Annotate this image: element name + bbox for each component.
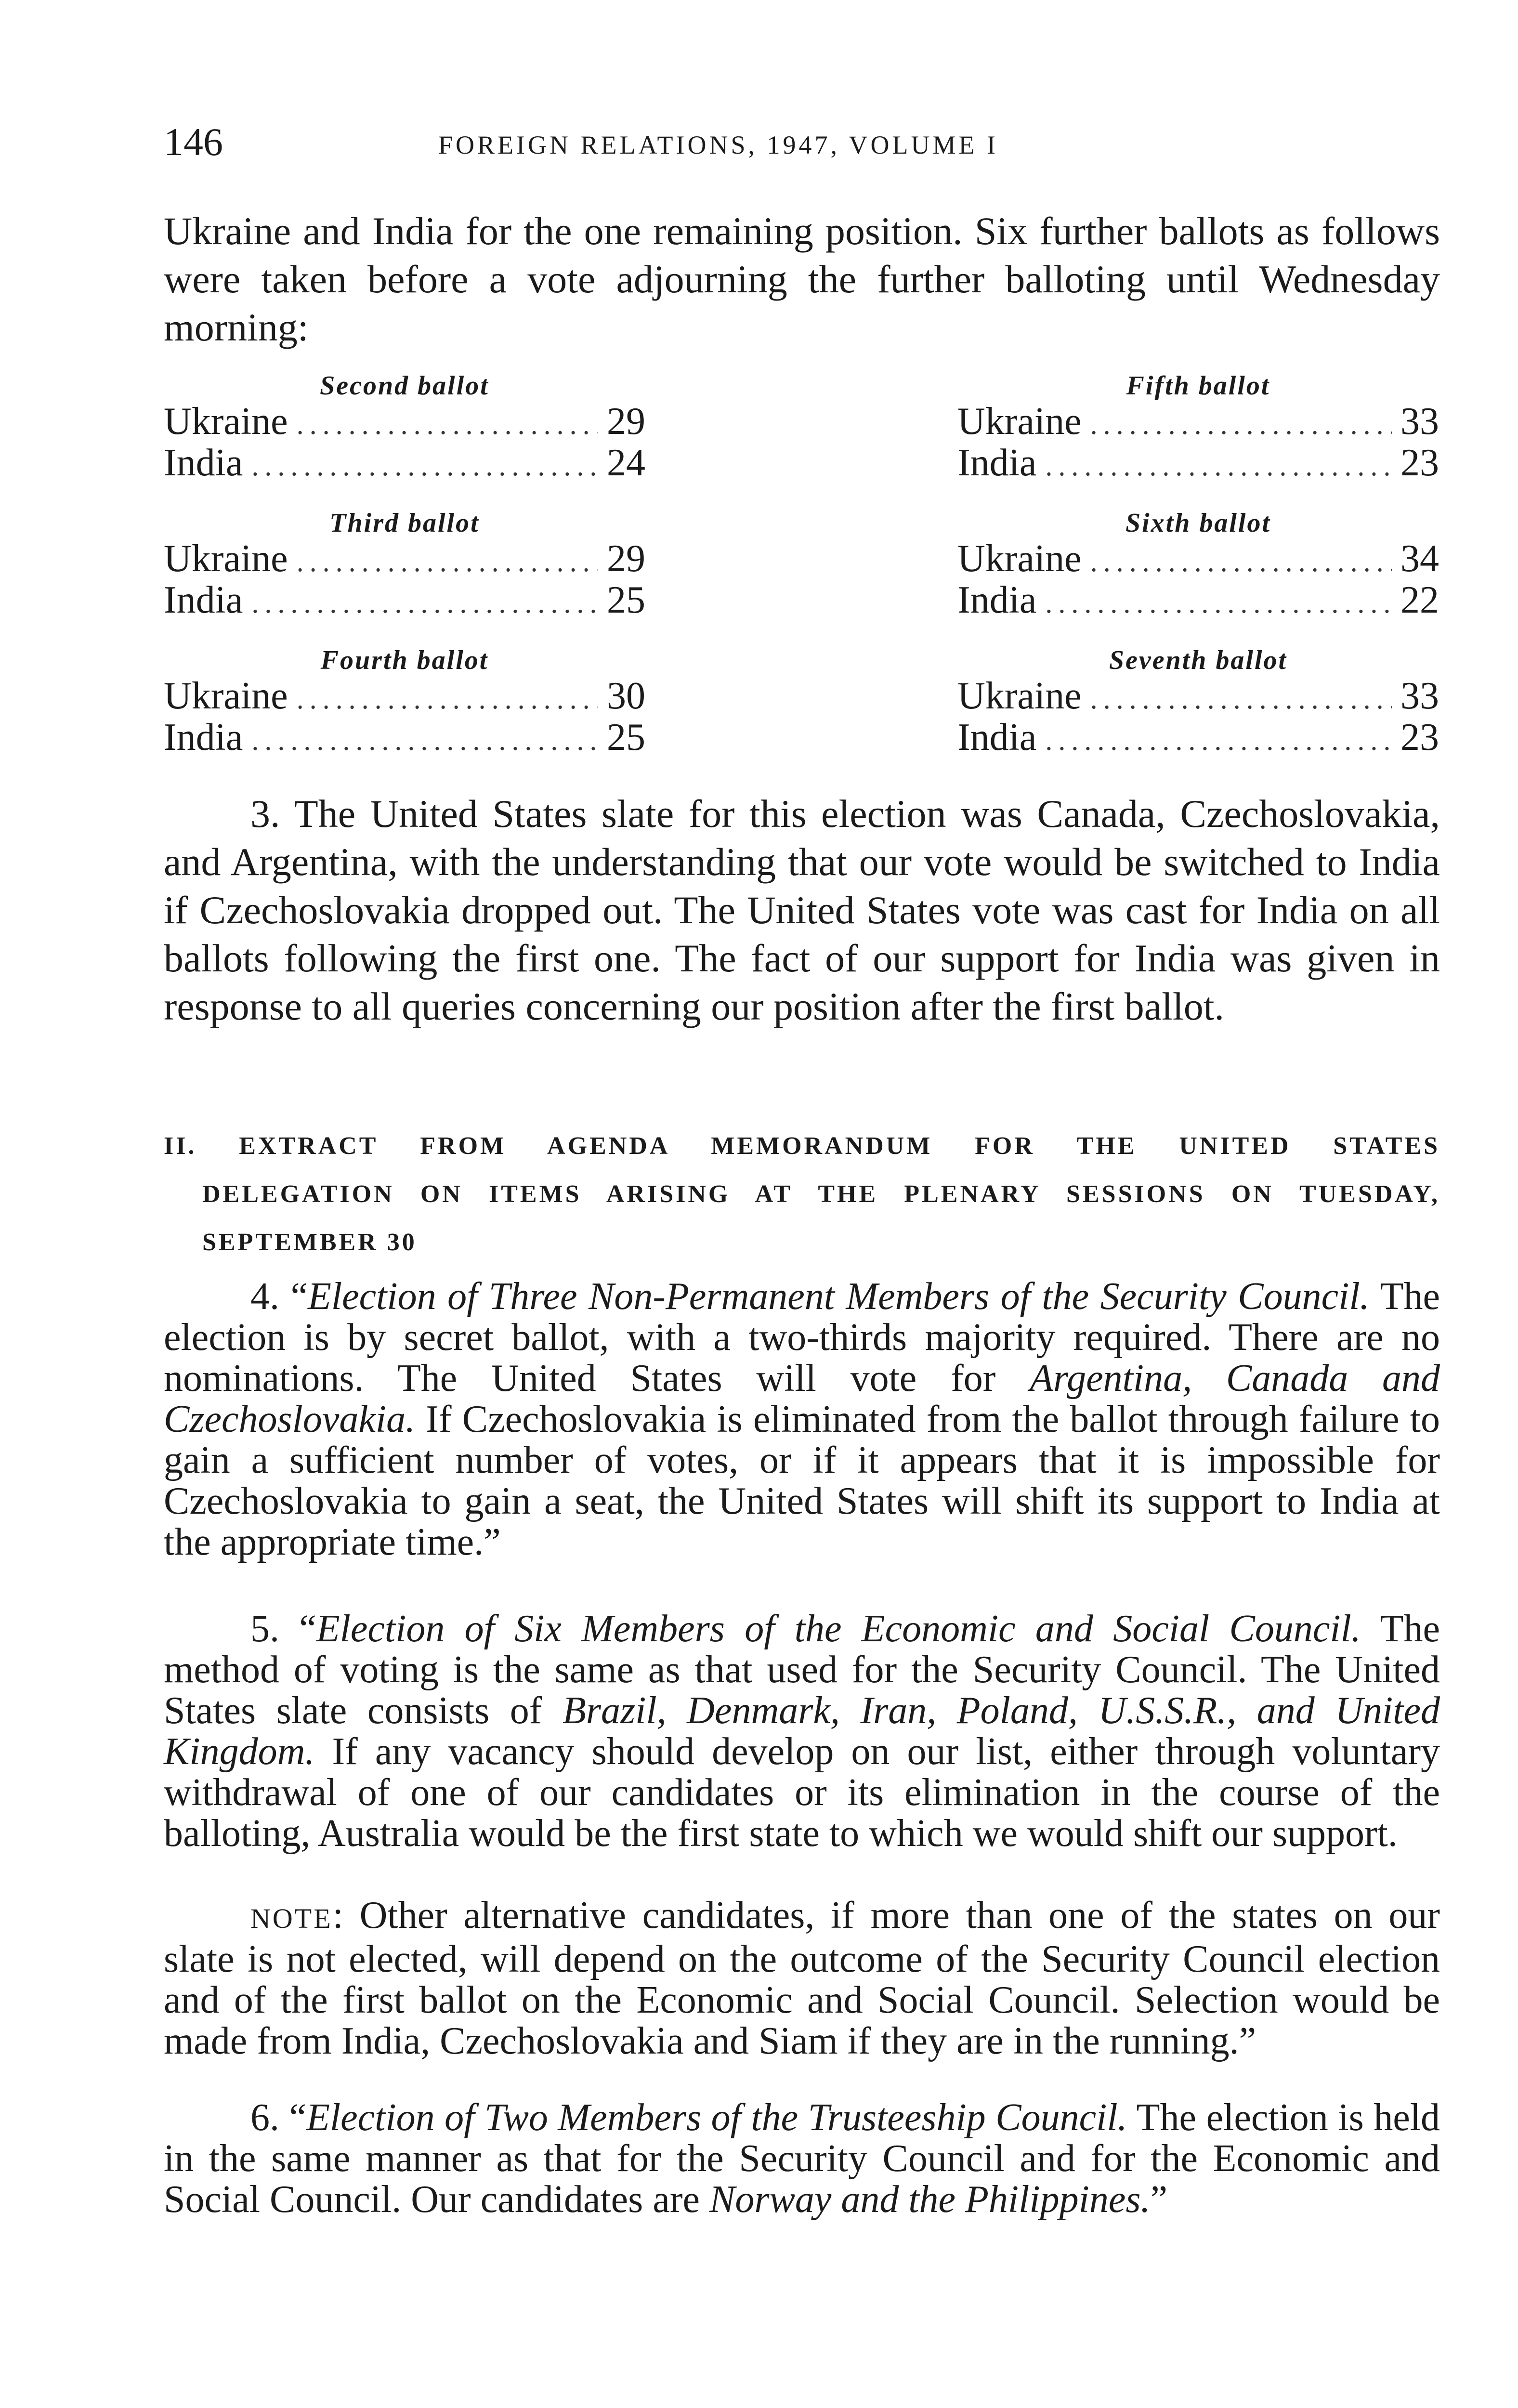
item-body: The method of voting is the same as that used for the Security Council. The United States slate consists of [164,1608,1440,1732]
item-slate: Norway and the Philippines. [709,2178,1151,2221]
ballot-title: Fifth ballot [1126,371,1270,401]
dot-leader [1045,445,1392,486]
ballot-row [164,675,645,717]
item-number: 4. “ [250,1275,308,1318]
country-name: Ukraine [164,675,288,717]
vote-count: 24 [607,442,645,484]
vote-count: 29 [607,400,645,443]
vote-count: 25 [607,716,645,759]
country-name: Ukraine [957,537,1082,580]
dot-leader [251,582,598,624]
item-6-paragraph [164,2097,1440,2220]
section-heading-line: SEPTEMBER 30 [202,1229,417,1256]
ballot-fourth [164,645,645,783]
ballot-row [164,579,645,621]
ballot-row [164,538,645,579]
vote-count: 34 [1400,537,1439,580]
paragraph-3: 3. The United States slate for this election was Canada, Czechoslovakia, and Argentina, with the understanding that our vote would be switched to India if Czechoslovakia dropped out. The United States vote was cast for India on all ballots following the first one. The fact of our support for India was given in response to all queries concerning our position after the first ballot. [164,792,1440,1028]
dot-leader [251,720,598,761]
vote-count: 33 [1400,675,1439,717]
country-name: India [957,579,1037,621]
dot-leader [297,678,598,720]
item-title: Election of Two Members of the Trusteeship Council. [306,2096,1127,2139]
item-body: If Czechoslovakia is eliminated from the ballot through failure to gain a sufficient number of votes, or if it appears that it is impossible for Czechoslovakia to gain a seat, the United States will shift its support to India at the appropriate time.” [164,1398,1440,1563]
ballot-row [164,717,645,758]
section-heading [164,1122,1440,1267]
vote-count: 23 [1400,716,1439,759]
ballot-third [164,508,645,645]
item-title: Election of Three Non-Permanent Members of the Security Council. [308,1275,1370,1318]
ballot-title: Sixth ballot [1125,508,1271,538]
dot-leader [1090,404,1392,445]
dot-leader [1045,720,1392,761]
country-name: India [164,579,243,621]
item-slate: Argentina, Canada and Czechoslovakia. [164,1357,1440,1440]
country-name: India [164,442,243,484]
item-end: ” [1150,2178,1167,2221]
section-heading-line: II. EXTRACT FROM AGENDA MEMORANDUM FOR THE UNITED STATES [164,1132,1440,1160]
ballot-title: Seventh ballot [1109,645,1288,675]
vote-count: 29 [607,537,645,580]
vote-count: 25 [607,579,645,621]
dot-leader [297,541,598,582]
item-body: If any vacancy should develop on our list, either through voluntary withdrawal of one of our candidates or its elimination in the course of the balloting, Australia would be the first state to which we would shift our support. [164,1730,1440,1855]
dot-leader [297,404,598,445]
running-title: FOREIGN RELATIONS, 1947, VOLUME I [438,131,998,159]
country-name: Ukraine [957,675,1082,717]
ballot-row [957,675,1439,717]
ballot-column-left [164,371,645,783]
ballot-results [164,371,1440,766]
ballot-row [957,579,1439,621]
ballot-title: Fourth ballot [320,645,489,675]
dot-leader [1045,582,1392,624]
ballot-row [957,717,1439,758]
dot-leader [251,445,598,486]
running-header [164,119,1440,172]
ballot-row [957,401,1439,442]
country-name: Ukraine [957,400,1082,443]
section-heading-line: DELEGATION ON ITEMS ARISING AT THE PLENARY SESSIONS ON TUESDAY, [202,1180,1440,1208]
ballot-row [957,442,1439,484]
item-number: 6. “ [250,2096,307,2139]
country-name: India [957,442,1037,484]
vote-count: 33 [1400,400,1439,443]
item-body: The election is by secret ballot, with a two-thirds majority required. There are no nominations. The United States will vote for [164,1275,1440,1400]
ballot-row [164,442,645,484]
country-name: India [164,716,243,759]
item-5-paragraph [164,1609,1440,1854]
country-name: Ukraine [164,400,288,443]
ballot-row [957,538,1439,579]
page-number: 146 [164,120,223,164]
item-slate: Brazil, Denmark, Iran, Poland, U.S.S.R., and United Kingdom. [164,1689,1440,1773]
ballot-row [164,401,645,442]
item-body: The election is held in the same manner as that for the Security Council and for the Economic and Social Council. Our candidates are [164,2096,1440,2221]
item-4-paragraph [164,1276,1440,1563]
item-number: 5. “ [250,1608,316,1650]
ballot-title: Third ballot [329,508,480,538]
intro-paragraph: Ukraine and India for the one remaining position. Six further ballots as follows were taken before a vote adjourning the further balloting until Wednesday morning: [164,209,1440,349]
item-title: Election of Six Members of the Economic and Social Council. [316,1608,1361,1650]
dot-leader [1090,541,1392,582]
ballot-title: Second ballot [320,371,489,401]
ballot-second [164,371,645,508]
ballot-fifth [957,371,1439,508]
vote-count: 22 [1400,579,1439,621]
vote-count: 30 [607,675,645,717]
vote-count: 23 [1400,442,1439,484]
note-body: : Other alternative candidates, if more than one of the states on our slate is not elected, will depend on the outcome of the Security Council election and of the first ballot on the Economic and Social Council. Selection would be made from India, Czechoslovakia and Siam if they are in the running.” [164,1894,1440,2062]
country-name: India [957,716,1037,759]
note-paragraph [164,1895,1440,2062]
dot-leader [1090,678,1392,720]
ballot-seventh [957,645,1439,783]
ballot-sixth [957,508,1439,645]
note-label: NOTE [250,1903,333,1934]
ballot-column-right [957,371,1439,783]
country-name: Ukraine [164,537,288,580]
